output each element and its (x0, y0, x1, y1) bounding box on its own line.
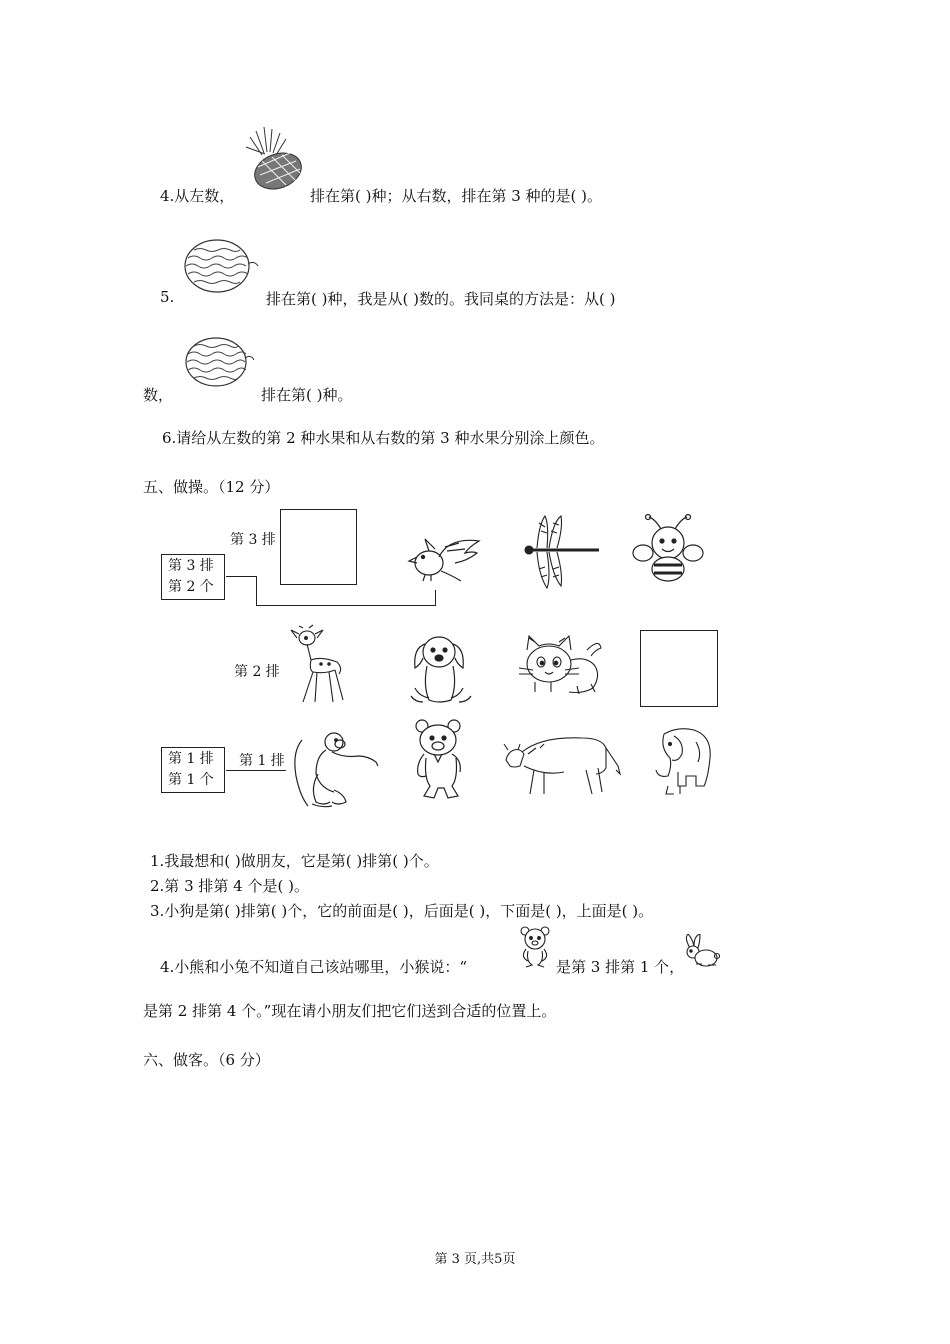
deer-icon (285, 624, 347, 706)
empty-slot-row3-pos1[interactable] (280, 509, 357, 585)
question-6: 6.请给从左数的第 2 种水果和从右数的第 3 种水果分别涂上颜色。 (162, 429, 605, 447)
pineapple-icon (240, 125, 310, 193)
rabbit-icon (682, 934, 720, 968)
section5-question-4-mid: 是第 3 排第 1 个， (556, 958, 685, 976)
section5-question-4-prefix: 4.小熊和小兔不知道自己该站哪里，小猴说：“ (160, 958, 467, 976)
legend-box-line2: 第 1 个 (168, 772, 214, 788)
question-5-line2-prefix: 数， (143, 386, 174, 404)
legend-position-box (161, 747, 225, 793)
elephant-icon (652, 726, 714, 796)
connector-line (226, 770, 286, 771)
dragonfly-icon (521, 513, 603, 593)
section5-question-2: 2.第 3 排第 4 个是( )。 (150, 877, 309, 895)
section-5-heading: 五、做操。（12 分） (143, 478, 280, 496)
cat-icon (515, 630, 605, 700)
connector-line (435, 590, 436, 606)
bird-icon (405, 527, 483, 585)
bee-icon (631, 513, 709, 585)
connector-line (256, 605, 436, 606)
puppy-icon (405, 630, 477, 706)
section5-question-1: 1.我最想和( )做朋友，它是第( )排第( )个。 (150, 852, 439, 870)
page-footer: 第 3 页,共5页 (434, 1252, 516, 1267)
example-position-box (161, 554, 225, 600)
connector-line (256, 576, 257, 606)
row-1-label: 第 1 排 (239, 753, 285, 769)
row-2-label: 第 2 排 (234, 664, 280, 680)
legend-box-line1: 第 1 排 (168, 751, 214, 767)
question-4-suffix: 排在第( )种；从右数，排在第 3 种的是( )。 (310, 187, 603, 205)
example-box-line1: 第 3 排 (168, 558, 214, 574)
watermelon-icon (182, 236, 262, 296)
bear-icon (518, 925, 552, 969)
section5-question-3: 3.小狗是第( )排第( )个，它的前面是( )，后面是( )，下面是( )，上面是( )。 (150, 902, 654, 920)
bear-cub-icon (408, 718, 468, 800)
monkey-icon (288, 730, 380, 810)
empty-slot-row2-pos4[interactable] (640, 630, 718, 707)
question-5-line2-suffix: 排在第( )种。 (261, 386, 353, 404)
watermelon-icon (182, 334, 257, 390)
example-box-line2: 第 2 个 (168, 579, 214, 595)
section-6-heading: 六、做客。（6 分） (143, 1051, 270, 1069)
cow-icon (500, 722, 624, 798)
question-5-suffix: 排在第( )种，我是从( )数的。我同桌的方法是：从( ) (266, 290, 616, 308)
connector-line (226, 576, 256, 577)
question-4-prefix: 4.从左数， (160, 187, 235, 205)
question-5-prefix: 5. (160, 288, 175, 306)
row-3-label: 第 3 排 (230, 532, 276, 548)
section5-question-4-line2: 是第 2 排第 4 个。”现在请小朋友们把它们送到合适的位置上。 (143, 1002, 557, 1020)
